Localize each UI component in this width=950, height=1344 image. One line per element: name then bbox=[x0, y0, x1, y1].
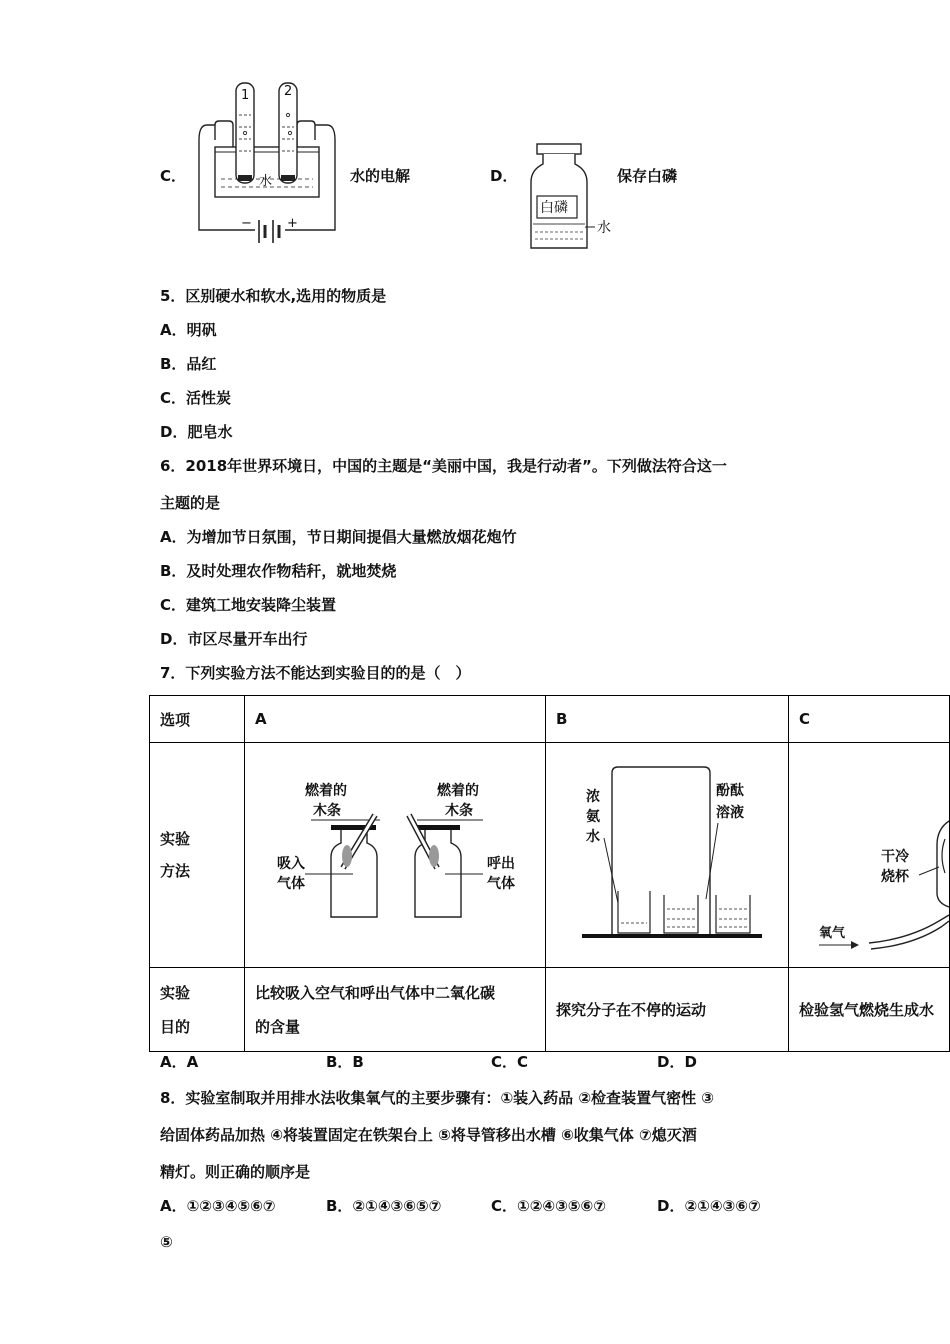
q7-method-a-cell bbox=[245, 743, 546, 968]
q6-option-c: C．建筑工地安装降尘装置 bbox=[160, 596, 337, 614]
q7-purpose-a-line2: 的含量 bbox=[255, 1017, 301, 1036]
inhaled-gas-label-1: 吸入 bbox=[277, 856, 305, 872]
stick-label-2: 木条 bbox=[445, 803, 473, 819]
q7-purpose-c: 检验氢气燃烧生成水 bbox=[789, 968, 950, 1052]
q4-option-d-caption: 保存白磷 bbox=[617, 167, 678, 185]
q5-option-c: C．活性炭 bbox=[160, 389, 232, 407]
cold-beaker-label-1: 干冷 bbox=[881, 849, 909, 865]
battery-plus-sign: + bbox=[287, 216, 298, 231]
q7-header-option: 选项 bbox=[150, 696, 245, 743]
q5-stem: 5．区别硬水和软水,选用的物质是 bbox=[160, 287, 387, 305]
burning-stick-label-2: 燃着的 bbox=[437, 783, 479, 799]
q7-purpose-label-line2: 目的 bbox=[160, 1017, 191, 1036]
exhaled-gas-label-1: 呼出 bbox=[487, 856, 515, 872]
q4-option-c-letter: C． bbox=[160, 167, 187, 185]
q7-answer-d: D．D bbox=[657, 1053, 697, 1071]
inhaled-gas-label-2: 气体 bbox=[277, 876, 305, 892]
tube-1-label: 1 bbox=[241, 88, 250, 103]
q7-purpose-label bbox=[150, 968, 245, 1052]
jar-label-white-phosphorus: 白磷 bbox=[540, 200, 568, 216]
phenolphthalein-label-2: 溶液 bbox=[716, 805, 744, 821]
q7-purpose-label-line1: 实验 bbox=[160, 983, 191, 1002]
molecular-motion-figure bbox=[546, 743, 788, 963]
breath-comparison-figure bbox=[245, 743, 545, 963]
ammonia-label-3: 水 bbox=[586, 829, 600, 845]
q7-method-label-line1: 实验 bbox=[160, 830, 191, 848]
q7-method-b-cell bbox=[546, 743, 789, 968]
q7-method-c-cell bbox=[789, 743, 950, 968]
q5-option-b: B．品红 bbox=[160, 355, 217, 373]
phenolphthalein-label-1: 酚酞 bbox=[716, 783, 744, 799]
q4-option-d-letter: D． bbox=[490, 167, 518, 185]
q7-method-label bbox=[150, 743, 245, 968]
q7-table bbox=[149, 695, 950, 1052]
q5-option-a: A．明矾 bbox=[160, 321, 217, 339]
q8-option-d: D．②①④③⑥⑦ bbox=[657, 1197, 761, 1215]
q7-header-c: C bbox=[789, 696, 950, 743]
q7-stem: 7．下列实验方法不能达到实验目的的是（ ） bbox=[160, 664, 471, 682]
battery-minus-sign: − bbox=[241, 216, 252, 231]
q4-option-c-caption: 水的电解 bbox=[350, 167, 411, 185]
q7-purpose-a bbox=[245, 968, 546, 1052]
ammonia-label-2: 氨 bbox=[586, 809, 600, 825]
q5-option-d: D．肥皂水 bbox=[160, 423, 233, 441]
q7-answer-b: B．B bbox=[326, 1053, 364, 1071]
q6-option-a: A．为增加节日氛围，节日期间提倡大量燃放烟花炮竹 bbox=[160, 528, 517, 546]
stick-label-1: 木条 bbox=[313, 803, 341, 819]
q7-answer-a: A．A bbox=[160, 1053, 199, 1071]
q8-option-b: B．②①④③⑥⑤⑦ bbox=[326, 1197, 442, 1215]
phosphorus-jar-figure bbox=[525, 140, 620, 255]
q8-option-d-overflow: ⑤ bbox=[160, 1233, 173, 1251]
tube-2-label: 2 bbox=[284, 84, 293, 99]
q7-header-b: B bbox=[546, 696, 789, 743]
q8-option-c: C．①②④③⑤⑥⑦ bbox=[491, 1197, 606, 1215]
q8-stem-line3: 精灯。则正确的顺序是 bbox=[160, 1163, 311, 1181]
q6-option-d: D．市区尽量开车出行 bbox=[160, 630, 308, 648]
q7-header-a: A bbox=[245, 696, 546, 743]
burning-stick-label-1: 燃着的 bbox=[305, 783, 347, 799]
ammonia-label-1: 浓 bbox=[586, 789, 600, 805]
electrolysis-figure bbox=[193, 75, 343, 260]
q6-option-b: B．及时处理农作物秸秆，就地焚烧 bbox=[160, 562, 397, 580]
q7-answer-c: C．C bbox=[491, 1053, 529, 1071]
q6-stem-line1: 6．2018年世界环境日，中国的主题是“美丽中国，我是行动者”。下列做法符合这一 bbox=[160, 457, 727, 475]
q7-purpose-b: 探究分子在不停的运动 bbox=[546, 968, 789, 1052]
jar-water-label: 水 bbox=[597, 220, 611, 236]
cold-beaker-label-2: 烧杯 bbox=[881, 869, 909, 885]
q6-stem-line2: 主题的是 bbox=[160, 494, 221, 512]
q7-purpose-a-line1: 比较吸入空气和呼出气体中二氧化碳 bbox=[255, 983, 496, 1002]
hydrogen-combustion-figure bbox=[789, 743, 949, 963]
exhaled-gas-label-2: 气体 bbox=[487, 876, 515, 892]
trough-water-label: 水 bbox=[259, 174, 273, 189]
q7-method-label-line2: 方法 bbox=[160, 862, 191, 880]
q8-stem-line1: 8．实验室制取并用排水法收集氧气的主要步骤有：①装入药品 ②检查装置气密性 ③ bbox=[160, 1089, 714, 1107]
q8-stem-line2: 给固体药品加热 ④将装置固定在铁架台上 ⑤将导管移出水槽 ⑥收集气体 ⑦熄灭酒 bbox=[160, 1126, 697, 1144]
oxygen-gas-label: 氧气 bbox=[819, 926, 846, 941]
q8-option-a: A．①②③④⑤⑥⑦ bbox=[160, 1197, 276, 1215]
